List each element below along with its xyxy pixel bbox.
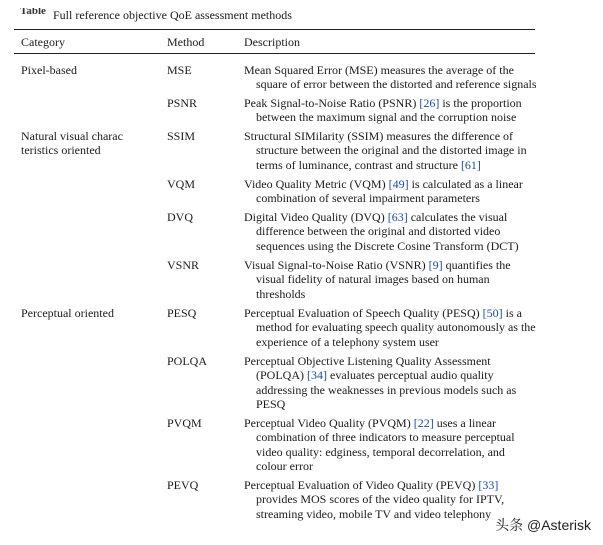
description-line: method for evaluating speech quality autonomously as the — [256, 320, 536, 335]
description-line: square of error between the distorted and reference signals — [256, 77, 537, 92]
description-line: Structural SIMilarity (SSIM) measures the difference of — [244, 129, 514, 143]
header-rule — [14, 53, 535, 54]
description-line: addressing the weaknesses in previous models such as — [256, 382, 517, 397]
description-line: Mean Squared Error (MSE) measures the average of the — [244, 63, 514, 77]
category-line: Perceptual oriented — [21, 306, 114, 320]
citation-link[interactable]: [9] — [428, 258, 443, 272]
row-description — [244, 306, 544, 349]
citation-link[interactable]: [63] — [387, 210, 408, 224]
description-line: colour error — [256, 458, 313, 473]
description-line: sequences using the Discrete Cosine Transform (DCT) — [256, 238, 519, 253]
row-method: DVQ — [167, 210, 193, 224]
header-category: Category — [21, 35, 65, 49]
row-description — [244, 258, 544, 301]
description-line: (POLQA) [34] evaluates perceptual audio quality — [256, 368, 494, 383]
description-line: terms of luminance, contrast and structure [61] — [256, 157, 481, 172]
description-line: Perceptual Evaluation of Speech Quality (PESQ) [50] is a — [244, 306, 522, 320]
description-line: visual fidelity of natural images based on human — [256, 272, 490, 287]
description-line: structure between the original and the distorted image in — [256, 143, 527, 158]
header-description: Description — [244, 35, 300, 49]
description-line: PESQ — [256, 396, 286, 411]
description-line: Perceptual Evaluation of Video Quality (PEVQ) [33] — [244, 478, 499, 492]
description-line: video quality: edginess, temporal decorrelation, and — [256, 444, 505, 459]
top-rule — [14, 29, 535, 30]
citation-link[interactable]: [49] — [388, 177, 409, 191]
row-description — [244, 416, 544, 473]
watermark: 头条 @Asterisk — [495, 517, 591, 533]
description-line: difference between the original and distorted video — [256, 224, 501, 239]
row-method: PSNR — [167, 96, 198, 110]
row-category — [21, 306, 151, 320]
row-method: SSIM — [167, 129, 196, 143]
row-description — [244, 129, 544, 172]
description-line: Perceptual Video Quality (PVQM) [22] uses a linear — [244, 416, 497, 430]
description-line: provides MOS scores of the video quality for IPTV, — [256, 492, 505, 507]
row-description — [244, 177, 544, 206]
description-line: combination of three indicators to measure perceptual — [256, 430, 515, 445]
table-label: Table — [20, 8, 46, 17]
row-method: PEVQ — [167, 478, 199, 492]
citation-link[interactable]: [34] — [307, 368, 327, 383]
table-title: Full reference objective QoE assessment methods — [53, 8, 292, 22]
citation-link[interactable]: [50] — [482, 306, 503, 320]
row-description — [244, 63, 544, 92]
row-description — [244, 354, 544, 411]
row-category — [21, 63, 151, 77]
table-caption — [20, 8, 292, 23]
row-category — [21, 129, 151, 158]
category-line: teristics oriented — [21, 143, 101, 158]
description-line: experience of a telephony system user — [256, 334, 439, 349]
row-description — [244, 210, 544, 253]
row-method: VQM — [167, 177, 196, 191]
description-line: streaming video, mobile TV and video telephony — [256, 506, 492, 521]
description-line: between the maximum signal and the corruption noise — [256, 110, 517, 125]
citation-link[interactable]: [61] — [460, 157, 481, 172]
description-line: Perceptual Objective Listening Quality Assessment — [244, 354, 491, 368]
description-line: Peak Signal-to-Noise Ratio (PSNR) [26] is the proportion — [244, 96, 522, 110]
citation-link[interactable]: [33] — [478, 478, 499, 492]
header-method: Method — [167, 35, 205, 49]
citation-link[interactable]: [22] — [413, 416, 434, 430]
citation-link[interactable]: [26] — [419, 96, 440, 110]
description-line: thresholds — [256, 286, 306, 301]
row-method: VSNR — [167, 258, 200, 272]
row-method: MSE — [167, 63, 192, 77]
row-method: POLQA — [167, 354, 208, 368]
description-line: Visual Signal-to-Noise Ratio (VSNR) [9] quantifies the — [244, 258, 511, 272]
row-description — [244, 96, 544, 125]
category-line: Pixel-based — [21, 63, 77, 77]
row-method: PESQ — [167, 306, 197, 320]
category-line: Natural visual charac — [21, 129, 123, 143]
description-line: combination of several impairment parameters — [256, 191, 480, 206]
description-line: Digital Video Quality (DVQ) [63] calculates the visual — [244, 210, 508, 224]
row-method: PVQM — [167, 416, 202, 430]
description-line: Video Quality Metric (VQM) [49] is calculated as a linear — [244, 177, 523, 191]
